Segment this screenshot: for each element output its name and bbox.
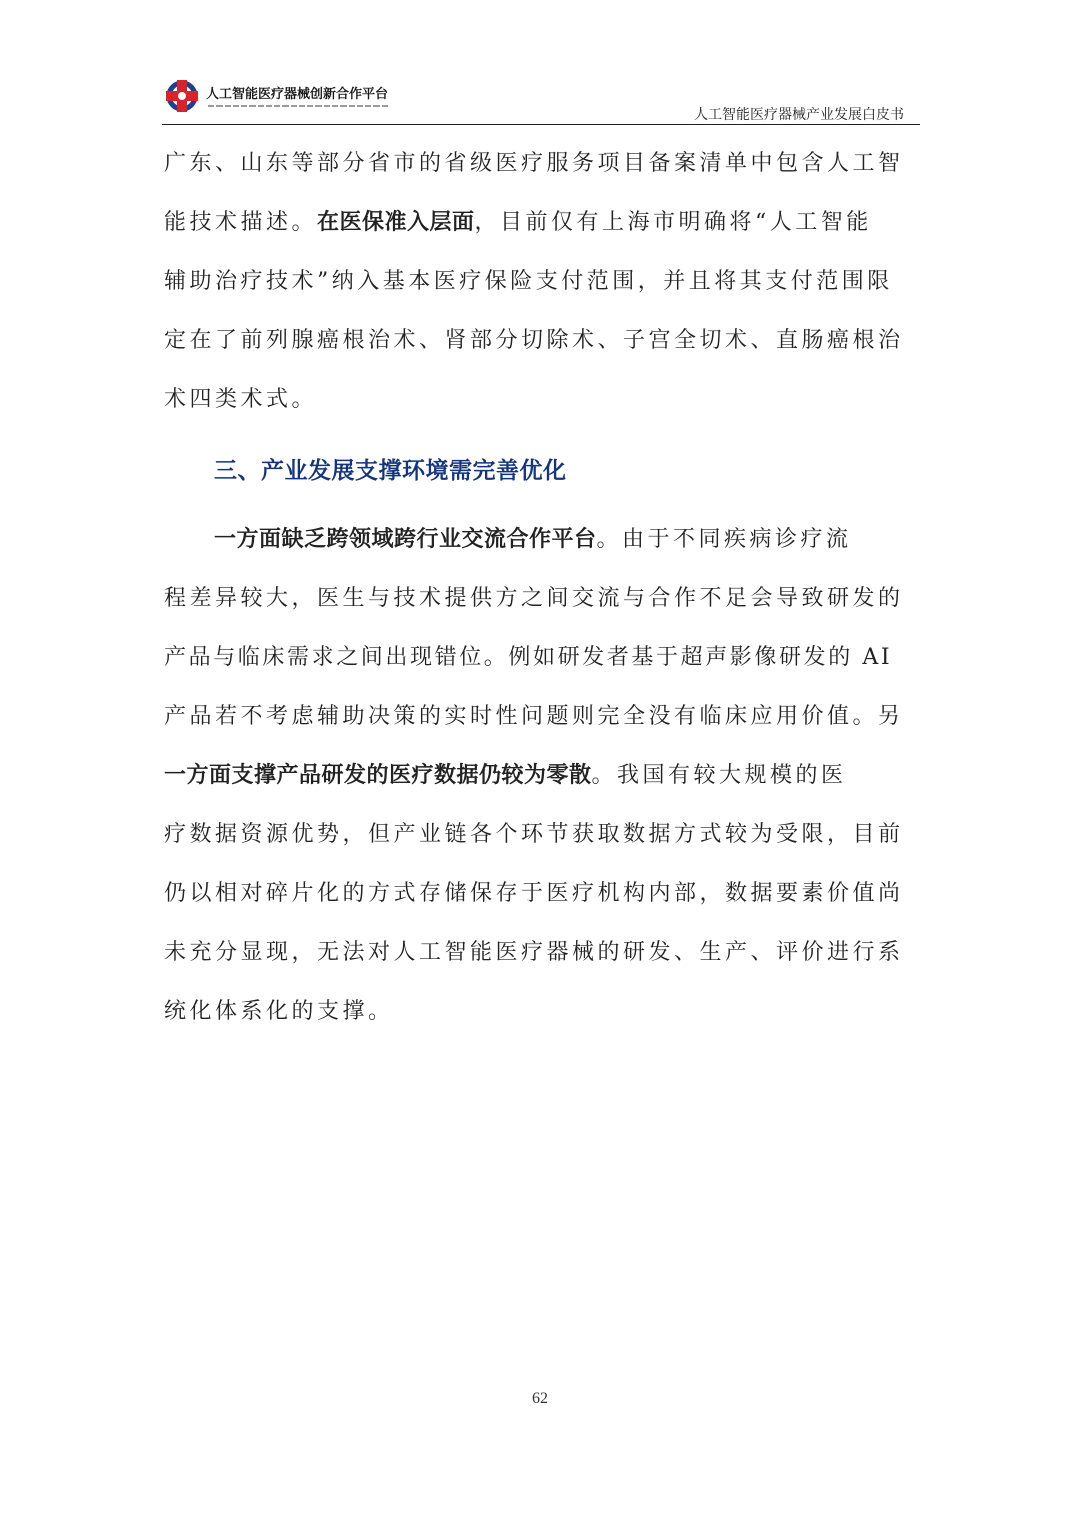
paragraph-line: 统化体系化的支撑。 — [164, 999, 394, 1024]
paragraph-line — [164, 746, 916, 805]
section-heading: 三、产业发展支撑环境需完善优化 — [214, 458, 567, 484]
page-header — [162, 66, 920, 126]
text-run: 。我国有较大规模的医 — [591, 763, 847, 788]
text-run: 能技术描述。 — [164, 210, 318, 235]
paragraph-line: 疗数据资源优势，但产业链各个环节获取数据方式较为受限，目前 — [164, 822, 904, 847]
paragraph-line: 未充分显现，无法对人工智能医疗器械的研发、生产、评价进行系 — [164, 940, 904, 965]
logo-title: 人工智能医疗器械创新合作平台 — [206, 87, 389, 102]
paragraph-line — [164, 510, 916, 569]
paragraph-line: 产品若不考虑辅助决策的实时性问题则完全没有临床应用价值。另 — [164, 704, 904, 729]
header-divider — [162, 124, 920, 125]
paragraph-line: 广东、山东等部分省市的省级医疗服务项目备案清单中包含人工智 — [164, 151, 904, 176]
emphasis-text: 一方面支撑产品研发的医疗数据仍较为零散 — [164, 763, 592, 788]
document-title: 人工智能医疗器械产业发展白皮书 — [694, 107, 904, 123]
logo-subtitle-strip — [208, 104, 388, 108]
emphasis-text: 在医保准入层面 — [317, 210, 475, 235]
paragraph-line: 辅助治疗技术”纳入基本医疗保险支付范围，并且将其支付范围限 — [164, 269, 893, 294]
body-content — [164, 134, 916, 1041]
paragraph-line — [164, 193, 916, 252]
page-number: 62 — [532, 1390, 548, 1407]
emphasis-text: 一方面缺乏跨领域跨行业交流合作平台 — [214, 527, 597, 552]
paragraph-line: 术四类术式。 — [164, 387, 318, 412]
text-run: 。由于不同疾病诊疗流 — [596, 527, 852, 552]
paragraph-line: 程差异较大，医生与技术提供方之间交流与合作不足会导致研发的 — [164, 586, 904, 611]
paragraph-line: 产品与临床需求之间出现错位。例如研发者基于超声影像研发的 AI — [164, 645, 893, 670]
text-run: ，目前仅有上海市明确将“人工智能 — [474, 210, 872, 235]
paragraph-line: 仍以相对碎片化的方式存储保存于医疗机构内部，数据要素价值尚 — [164, 881, 904, 906]
paragraph-line: 定在了前列腺癌根治术、肾部分切除术、子宫全切术、直肠癌根治 — [164, 328, 904, 353]
platform-logo-icon — [162, 74, 206, 118]
